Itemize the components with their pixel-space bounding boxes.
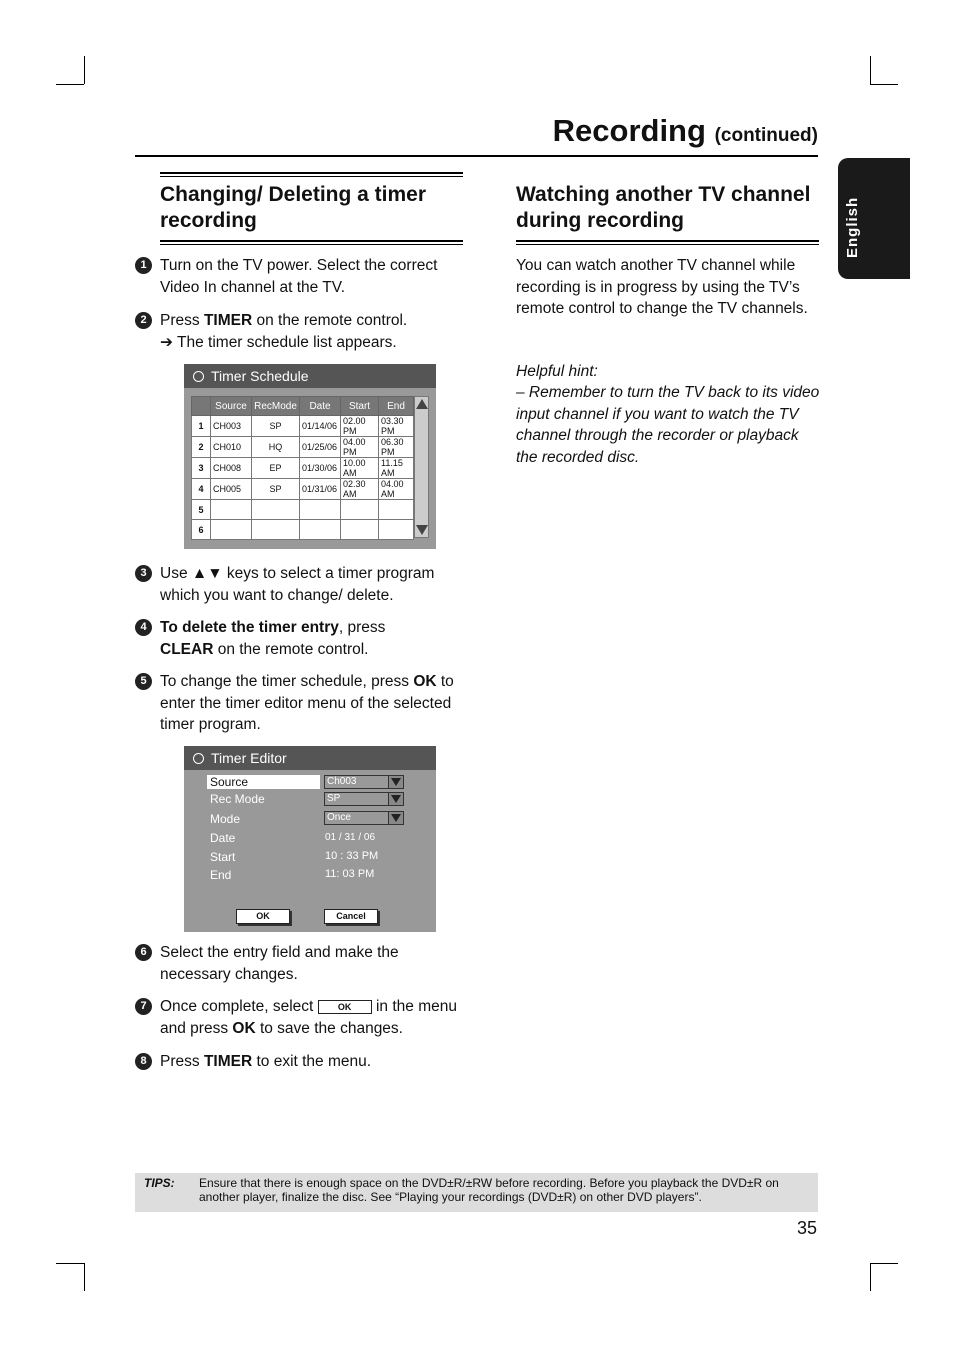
cell [211,500,252,520]
ok-button[interactable]: OK [236,909,290,924]
cell [300,500,341,520]
col-header [192,397,211,416]
crop-mark [870,1263,871,1291]
cell: 4 [192,479,211,500]
step-text-post: to exit the menu. [252,1053,372,1070]
timer-editor-title: Timer Editor [211,750,287,766]
date-field[interactable]: 01 / 31 / 06 [325,832,376,843]
right-section-body: You can watch another TV channel while recording is in progress by using the TV’s remote control to change the TV channels. [516,257,808,317]
col-header: Date [300,397,341,416]
step-number: 2 [135,312,152,329]
cell [300,520,341,540]
crop-mark [84,1263,85,1291]
cell: 2 [192,437,211,458]
cell: CH003 [211,416,252,437]
cell: 3 [192,458,211,479]
chevron-down-icon[interactable] [388,793,403,805]
step-number: 1 [135,257,152,274]
left-section-title-line2: recording [160,209,257,232]
crop-mark [56,1263,84,1264]
step-number: 5 [135,673,152,690]
section-rule-bottom [160,240,463,245]
cell: 02.00 PM [341,416,379,437]
step-text: Turn on the TV power. Select the correct Video In channel at the TV. [160,257,438,296]
cancel-button[interactable]: Cancel [324,909,378,924]
date-label: Date [210,831,236,845]
col-header: Source [211,397,252,416]
step-text-pre: Press [160,1053,204,1070]
cell: 04.00 AM [379,479,414,500]
step-number: 6 [135,944,152,961]
cell [211,520,252,540]
mode-label: Mode [210,812,241,826]
right-section-title-line2: during recording [516,209,684,232]
step-result: ➔ The timer schedule list appears. [160,333,397,351]
step-text: Select the entry field and make the necessary changes. [160,944,399,983]
crop-mark [870,1263,898,1264]
col-header: End [379,397,414,416]
timer-editor-titlebar [184,746,436,770]
section-rule-bottom [516,240,819,245]
left-section-title-line1: Changing/ Deleting a timer [160,183,427,206]
tips-text: Ensure that there is enough space on the DVD±R/±RW before recording. Before you playback the DVD±R on another player, finalize the disc. See “Playing your recordings (DVD±R) on other DVD players”. [199,1176,779,1204]
tips-box [135,1173,818,1212]
cell: HQ [252,437,300,458]
chevron-down-icon[interactable] [388,776,403,788]
ok-button-illustration: OK [318,1000,372,1014]
timer-icon [193,371,204,382]
step-key: OK [413,673,437,690]
start-field[interactable]: 10 : 33 PM [325,850,379,862]
crop-mark [84,56,85,84]
step-text-mid: , press [338,619,386,636]
cell [252,500,300,520]
cell: 04.00 PM [341,437,379,458]
right-section-title-line1: Watching another TV channel [516,183,811,206]
rec-mode-dropdown[interactable] [324,792,404,806]
rec-mode-value: SP [327,793,341,804]
cell: SP [252,479,300,500]
timer-schedule-titlebar [184,364,436,388]
step-key: TIMER [203,312,253,329]
cell: SP [252,416,300,437]
step-key: CLEAR [160,640,214,658]
cell: 06.30 PM [379,437,414,458]
cell [379,520,414,540]
cell: 10.00 AM [341,458,379,479]
timer-schedule-title: Timer Schedule [211,368,309,384]
crop-mark [56,84,84,85]
cell [379,500,414,520]
step-text-pre: Press [160,312,204,329]
step-text-pre: To change the timer schedule, press [160,673,414,690]
cell [252,520,300,540]
cell: 01/30/06 [300,458,341,479]
step-text: Use ▲▼ keys to select a timer program which you want to change/ delete. [160,565,435,604]
step-text-post: in the menu and press [160,998,457,1037]
step-3 [135,563,465,606]
step-number: 7 [135,998,152,1015]
cell: CH008 [211,458,252,479]
helpful-hint-body: – Remember to turn the TV back to its video input channel if you want to watch the TV channel through the recorder or playback the recorded disc. [516,384,820,466]
step-number: 3 [135,565,152,582]
timer-icon [193,753,204,764]
left-section-title [160,182,465,234]
table-row[interactable] [192,416,414,437]
header-rule [135,155,818,157]
timer-schedule-table [191,396,414,540]
scroll-up-arrow-icon[interactable] [416,399,428,409]
page-number: 35 [797,1218,818,1238]
table-row[interactable] [192,458,414,479]
start-label: Start [210,850,236,864]
table-row[interactable] [192,500,414,520]
step-8 [135,1051,465,1073]
section-rule-top [160,172,463,177]
step-text-pre: Once complete, select [160,998,318,1015]
cell: 11.15 AM [379,458,414,479]
scroll-down-arrow-icon[interactable] [416,525,428,535]
helpful-hint-title: Helpful hint: [516,363,598,380]
chevron-down-icon[interactable] [388,812,403,824]
step-text-post: on the remote control. [213,640,369,658]
source-value: Ch003 [327,776,357,787]
step-7 [135,996,470,1039]
timer-schedule-screen [184,364,436,549]
table-row[interactable] [192,437,414,458]
step-text [160,1051,465,1073]
cell [341,500,379,520]
scrollbar[interactable] [414,396,429,538]
step-number: 4 [135,619,152,636]
right-section-title [516,182,826,234]
step-key: TIMER [203,1053,253,1070]
step-6 [135,942,465,985]
cell: 02.30 AM [341,479,379,500]
page-title-text: Recording [552,113,706,148]
mode-value: Once [327,812,351,823]
source-label: Source [207,775,320,789]
cell: 01/14/06 [300,416,341,437]
step-2 [135,310,465,353]
col-header: RecMode [252,397,300,416]
step-text [160,671,465,736]
step-text-post: to enter the timer editor menu of the selected timer program. [160,673,454,733]
step-5 [135,671,465,736]
timer-editor-screen [184,746,436,932]
col-header: Start [341,397,379,416]
cell: 03.30 PM [379,416,414,437]
step-text [160,617,465,660]
crop-mark [870,84,898,85]
table-header-row [192,397,414,416]
cell: 01/31/06 [300,479,341,500]
language-tab [838,158,910,279]
page-title-suffix: (continued) [714,125,818,146]
step-text-post2: to save the changes. [255,1019,403,1037]
table-row[interactable] [192,479,414,500]
table-row[interactable] [192,520,414,540]
step-text [160,310,465,353]
step-text [160,996,470,1039]
step-1 [135,255,465,298]
cell: 6 [192,520,211,540]
step-text-post: on the remote control. [252,312,408,329]
cell: 1 [192,416,211,437]
cell: EP [252,458,300,479]
cell: CH005 [211,479,252,500]
step-4 [135,617,465,660]
mode-dropdown[interactable] [324,811,404,825]
step-number: 8 [135,1053,152,1070]
tips-label: TIPS: [144,1176,175,1190]
cell [341,520,379,540]
page-title [553,113,818,149]
end-field[interactable]: 11: 03 PM [325,868,375,880]
cell: 01/25/06 [300,437,341,458]
end-label: End [210,868,232,882]
source-dropdown[interactable] [324,775,404,789]
cell: CH010 [211,437,252,458]
step-key: OK [232,1019,256,1037]
crop-mark [870,56,871,84]
language-tab-label: English [844,196,861,258]
step-bold: To delete the timer entry [160,619,339,636]
cell: 5 [192,500,211,520]
rec-mode-label: Rec Mode [210,792,265,806]
